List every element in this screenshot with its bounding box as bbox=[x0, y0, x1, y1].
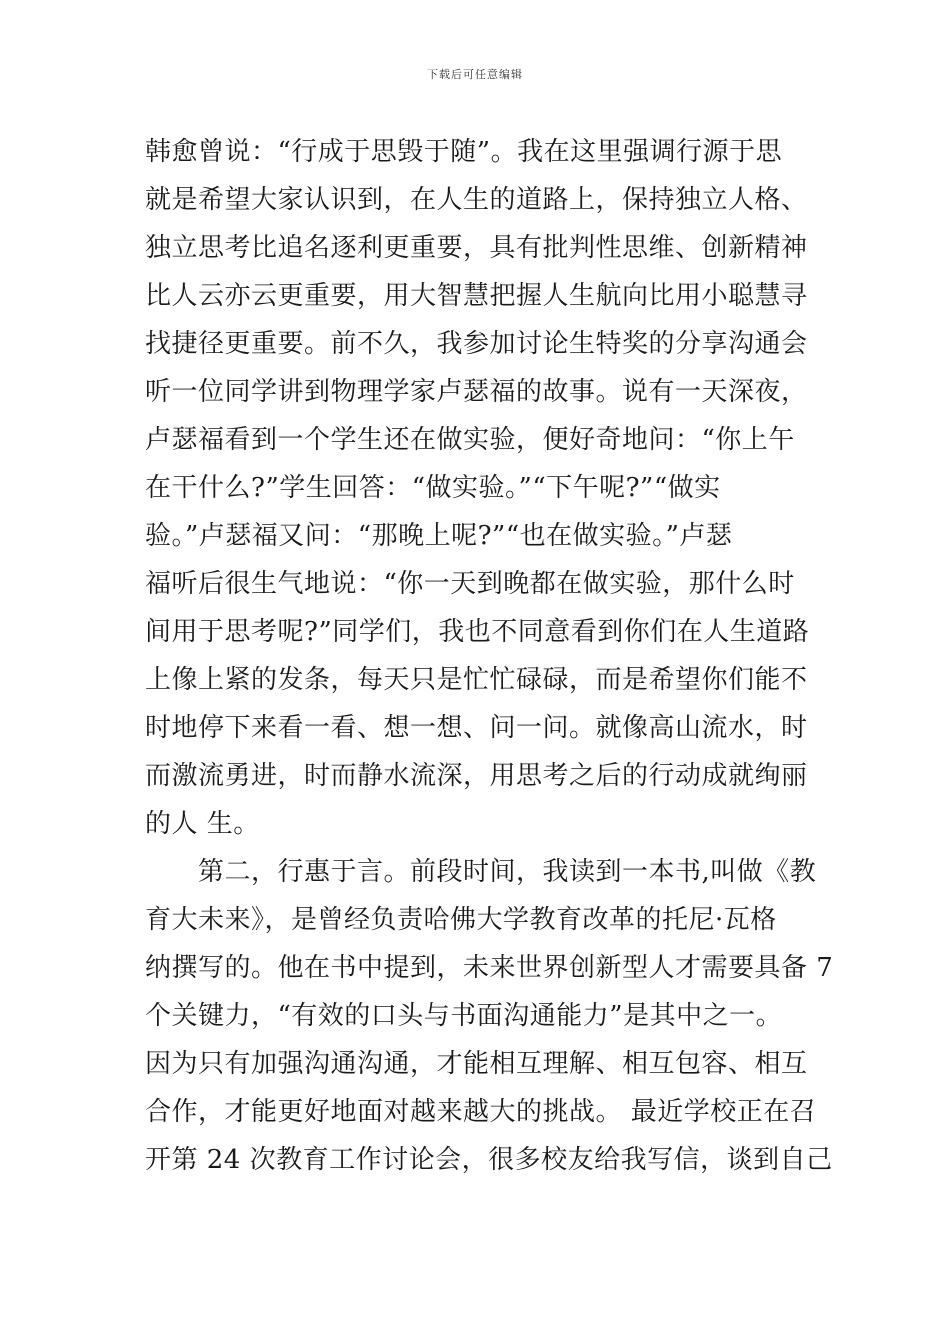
text-line: 个关键力，“有效的口头与书面沟通能力”是其中之一。 bbox=[145, 1001, 783, 1031]
text-line: 在干什么?”学生回答：“做实验。”“下午呢?”“做实 bbox=[145, 473, 721, 503]
text-line: 韩愈曾说：“行成于思毁于随”。我在这里强调行源于思 bbox=[145, 137, 783, 167]
text-line: 合作，才能更好地面对越来越大的挑战。 最近学校正在召 bbox=[145, 1097, 817, 1127]
text-line: 因为只有加强沟通沟通，才能相互理解、相互包容、相互 bbox=[145, 1049, 808, 1079]
text-line: 间用于思考呢?”同学们，我也不同意看到你们在人生道路 bbox=[145, 617, 810, 647]
text-line: 听一位同学讲到物理学家卢瑟福的故事。说有一天深夜， bbox=[145, 377, 808, 407]
text-line: 验。”卢瑟福又问：“那晚上呢?”“也在做实验。”卢瑟 bbox=[145, 521, 733, 551]
text-line: 就是希望大家认识到，在人生的道路上，保持独立人格、 bbox=[145, 185, 808, 215]
text-line: 独立思考比追名逐利更重要，具有批判性思维、创新精神 bbox=[145, 233, 808, 263]
text-line: 开第 24 次教育工作讨论会，很多校友给我写信，谈到自己 bbox=[145, 1145, 833, 1175]
text-line: 的人 生。 bbox=[145, 809, 260, 839]
text-line: 育大未来》，是曾经负责哈佛大学教育改革的托尼·瓦格 bbox=[145, 905, 777, 935]
text-line: 而激流勇进，时而静水流深，用思考之后的行动成就绚丽 bbox=[145, 761, 808, 791]
text-line: 纳撰写的。他在书中提到，未来世界创新型人才需要具备 7 bbox=[145, 953, 834, 983]
text-line: 福听后很生气地说：“你一天到晚都在做实验，那什么时 bbox=[145, 569, 795, 599]
text-line: 上像上紧的发条，每天只是忙忙碌碌，而是希望你们能不 bbox=[145, 665, 808, 695]
text-line: 找捷径更重要。前不久，我参加讨论生特奖的分享沟通会 bbox=[145, 329, 808, 359]
document-body bbox=[145, 128, 834, 1184]
text-line: 比人云亦云更重要，用大智慧把握人生航向比用小聪慧寻 bbox=[145, 281, 808, 311]
text-line: 时地停下来看一看、想一想、问一问。就像高山流水，时 bbox=[145, 713, 808, 743]
page-header: 下载后可任意编辑 bbox=[427, 68, 523, 81]
text-line: 卢瑟福看到一个学生还在做实验，便好奇地问：“你上午 bbox=[145, 425, 795, 455]
text-line: 第二，行惠于言。前段时间，我读到一本书,叫做《教 bbox=[145, 857, 817, 887]
